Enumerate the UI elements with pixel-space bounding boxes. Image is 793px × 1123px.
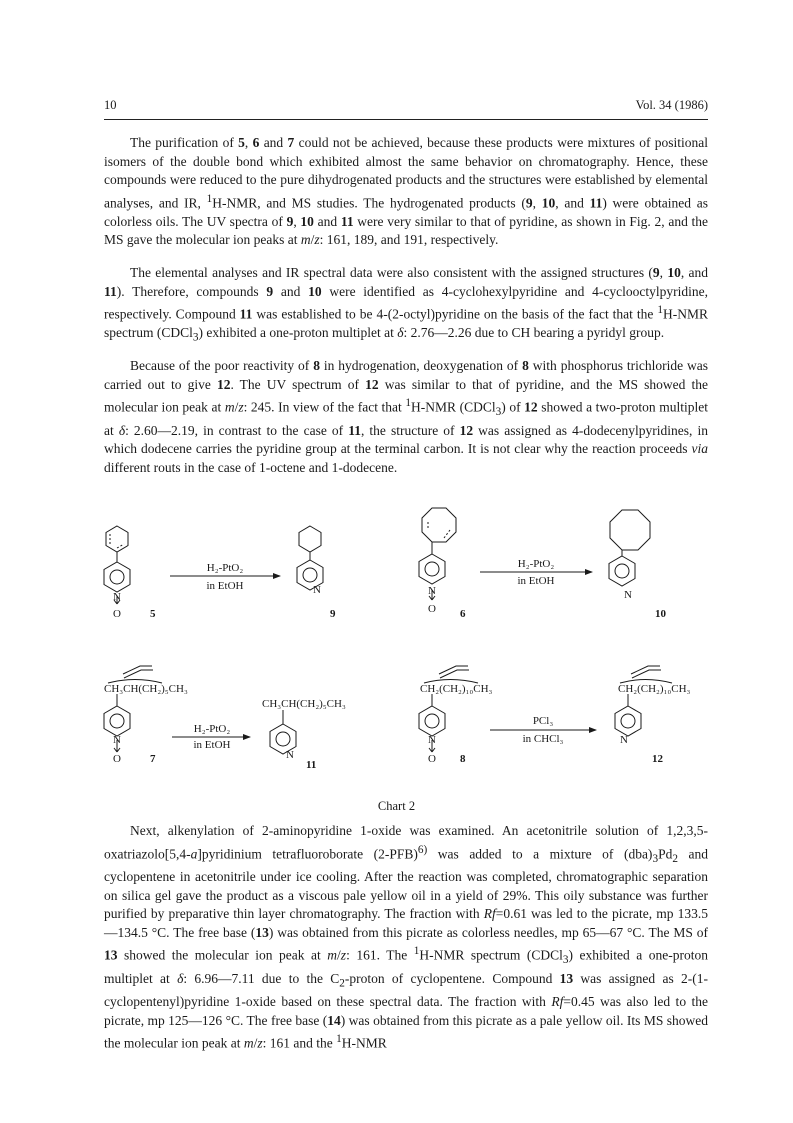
atom-n: N	[113, 734, 121, 746]
atom-o: O	[113, 753, 121, 765]
structure-6	[419, 508, 456, 600]
paragraph-3: Because of the poor reactivity of 8 in hydrogenation, deoxygenation of 8 with phosphorus trichloride was carried out to give 12. The UV spectrum of 12 was similar to that of pyridine, and the MS showed the molecular ion peak at m/z: 245. In view of the fact that $^1$H-NMR (CDCl$_3$) of 12 showed a two-proton multiplet at δ: 2.60—2.19, in contrast to the case of 11, the structure of 12 was assigned as 4-dodecenylpyridines, in which dodecene carries the pyridine group at the terminal carbon. It is not clear why the reaction proceeds via different routs in the case of 1-octene and 1-dodecene.	[104, 358, 709, 475]
chain-dodecyl-12: CH₂(CH₂)₁₀CH₃	[618, 683, 691, 695]
solvent-chcl3: in CHCl₃	[522, 733, 564, 745]
atom-n: N	[286, 749, 294, 761]
compound-label-6: 6	[460, 608, 466, 620]
atom-n: N	[620, 734, 628, 746]
reagent-h2-ptO2: H₂-PtO₂	[206, 562, 244, 574]
paragraph-4: Next, alkenylation of 2-aminopyridine 1-oxide was examined. An acetonitrile solution of 1,2,3,5-oxatriazolo[5,4-a]pyridinium tetrafluoroborate $(2-PFB)^{6)}$ was added to a mixture of $(dba)_3Pd_2$ and cyclopentene in acetonitrile under ice cooling. After the reaction was completed, chromatographic separation on silica gel gave the product as a viscous pale yellow oil in a yield of 29%. This oily substance was further purified by preparative thin layer chromatography. The fraction with Rf=0.61 was led to the picrate, mp 133.5—134.5 °C. The free base (13) was obtained from this picrate as colorless needles, mp 65—67 °C. The MS of 13 showed the molecular ion peak at m/z: 161. The $^1$H-NMR spectrum (CDCl$_3$) exhibited a one-proton multiplet at δ: 6.96—7.11 due to the $C_2$-proton of cyclopentene. Compound 13 was assigned as 2-(1-cyclopentenyl)pyridine 1-oxide based on these spectral data. The fraction with Rf=0.45 was also led to the picrate, mp 125—126 °C. The free base (14) was obtained from this picrate as a pale yellow oil. Its MS showed the molecular ion peak at m/z: 161 and the $^1$H-NMR	[104, 823, 708, 1051]
chart-caption: Chart 2	[377, 799, 416, 813]
volume-label: Vol. 34 (1986)	[635, 98, 708, 112]
compound-label-9: 9	[330, 608, 336, 620]
structure-12	[615, 666, 672, 736]
atom-o: O	[428, 603, 436, 615]
solvent-etoh: in EtOH	[193, 739, 231, 751]
running-header	[104, 98, 708, 118]
atom-n: N	[428, 734, 436, 746]
reaction-scheme	[0, 500, 793, 800]
compound-label-5: 5	[150, 608, 156, 620]
atom-n: N	[113, 591, 121, 603]
chain-dodecyl-8: CH₂(CH₂)₁₀CH₃	[420, 683, 493, 695]
paragraph-2: The elemental analyses and IR spectral data were also consistent with the assigned structures (9, 10, and 11). Therefore, compounds 9 and 10 were identified as 4-cyclohexylpyridine and 4-cyclooctylpyridine, respectively. Compound 11 was established to be 4-(2-octyl)pyridine on the basis of the fact that the $^1$H-NMR spectrum (CDCl$_3$) exhibited a one-proton multiplet at δ: 2.76—2.26 due to CH bearing a pyridyl group.	[104, 265, 708, 344]
structure-9	[297, 526, 323, 590]
atom-o: O	[113, 608, 121, 620]
atom-n: N	[428, 585, 436, 597]
compound-label-7: 7	[150, 753, 156, 765]
reagent-pcl3: PCl₃	[532, 715, 554, 727]
compound-label-8: 8	[460, 753, 466, 765]
paragraph-1: The purification of 5, 6 and 7 could not be achieved, because these products were mixtures of positional isomers of the double bond which exhibited almost the same behavior on chromatography. Hence, these compounds were reduced to the pure dihydrogenated products and the structures were established by elemental analyses, and IR, $^1$H-NMR, and MS studies. The hydrogenated products (9, 10, and 11) were obtained as colorless oils. The UV spectra of 9, 10 and 11 were very similar to that of pyridine, as shown in Fig. 2, and the MS gave the molecular ion peaks at m/z: 161, 189, and 191, respectively.	[104, 135, 709, 247]
header-rule	[104, 119, 708, 120]
solvent-etoh: in EtOH	[517, 575, 555, 587]
structure-10	[609, 510, 650, 586]
atom-n: N	[624, 589, 632, 601]
solvent-etoh: in EtOH	[206, 580, 244, 592]
atom-n: N	[313, 584, 321, 596]
structure-11	[270, 710, 296, 754]
page-number: 10	[104, 98, 117, 112]
compound-label-12: 12	[652, 753, 663, 765]
compound-label-10: 10	[655, 608, 666, 620]
atom-o: O	[428, 753, 436, 765]
compound-label-11: 11	[306, 759, 317, 771]
chain-octyl-11: CH₃CH(CH₂)₅CH₃	[262, 698, 346, 710]
reagent-h2-ptO2: H₂-PtO₂	[193, 723, 231, 735]
scheme-drawing	[0, 500, 793, 800]
chain-octyl-7: CH₃CH(CH₂)₅CH₃	[104, 683, 188, 695]
reagent-h2-ptO2: H₂-PtO₂	[517, 558, 555, 570]
